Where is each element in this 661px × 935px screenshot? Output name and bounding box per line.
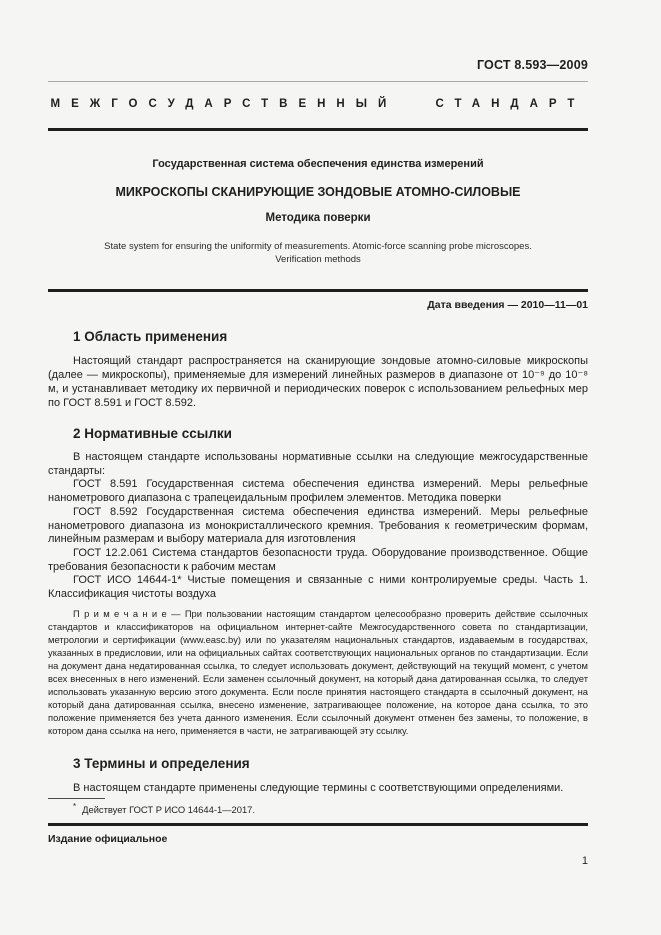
title-english-block: [48, 241, 588, 266]
footnote: [48, 801, 588, 816]
header-thick-rule: [48, 128, 588, 131]
page-number: 1: [581, 854, 588, 867]
section-3-heading: 3 Термины и определения: [73, 755, 250, 771]
title-system-line: Государственная система обеспечения единства измерений: [152, 158, 484, 170]
section-2-reference-1: ГОСТ 8.591 Государственная система обеспечения единства измерений. Меры рельефные нанометрового диапазона с трапецеидальным профилем элементов. Методика поверки: [48, 478, 588, 505]
standard-type-heading: МЕЖГОСУДАРСТВЕННЫЙ СТАНДАРТ: [50, 98, 586, 110]
footnote-separator-rule: [48, 798, 105, 799]
body-top-rule: [48, 289, 588, 292]
title-subtitle-line: Методика поверки: [265, 212, 371, 224]
section-2-reference-3: ГОСТ 12.2.061 Система стандартов безопасности труда. Оборудование производственное. Общие требования безопасности к рабочим местам: [48, 546, 588, 573]
section-1-paragraph: Настоящий стандарт распространяется на сканирующие зондовые атомно-силовые микроскопы (далее — микроскопы), применяемые для измерений линейных размеров в диапазоне от 10⁻⁹ до 10⁻⁸ м, и устанавливает методику их первичной и периодических поверок с использованием рельефных мер по ГОСТ 8.591 и ГОСТ 8.592.: [48, 355, 588, 409]
effective-date: Дата введения — 2010—11—01: [427, 299, 588, 311]
title-english-line-1: State system for ensuring the uniformity of measurements. Atomic-force scanning probe microscopes.: [104, 241, 532, 252]
edition-label: Издание официальное: [48, 832, 168, 845]
header-thin-rule: [48, 81, 588, 82]
section-2-intro: В настоящем стандарте использованы нормативные ссылки на следующие межгосударственные стандарты:: [48, 451, 588, 477]
section-1-heading: 1 Область применения: [73, 329, 228, 344]
doc-code: ГОСТ 8.593—2009: [476, 58, 588, 72]
footnote-text: Действует ГОСТ Р ИСО 14644-1—2017.: [82, 803, 255, 815]
footer-rule: [48, 823, 588, 826]
section-2-reference-2: ГОСТ 8.592 Государственная система обеспечения единства измерений. Меры рельефные нанометрового диапазона из монокристаллического кремния. Требования к геометрическим формам, линейным размерам и выбору материала для изготовления: [48, 505, 588, 546]
section-3-paragraph: В настоящем стандарте применены следующие термины с соответствующими определениями.: [73, 781, 564, 794]
section-2-reference-4: ГОСТ ИСО 14644-1* Чистые помещения и связанные с ними контролируемые среды. Часть 1. Классификация чистоты воздуха: [48, 574, 588, 601]
section-2-heading: 2 Нормативные ссылки: [73, 426, 232, 441]
footnote-marker: *: [73, 801, 77, 811]
title-english-line-2: Verification methods: [275, 253, 361, 265]
section-2-note: П р и м е ч а н и е — При пользовании настоящим стандартом целесообразно проверить действие ссылочных стандартов и классификаторов на официальном интернет-сайте Межгосударственного совета по стандартизации, метрологии и сертификации (www.easc.by) или по указателям национальных стандартов, издаваемым в государствах, указанных в предисловии, или на официальных сайтах соответствующих национальных органов по стандартизации. Если на документ дана недатированная ссылка, то следует использовать документ, действующий на текущий момент, с учетом всех внесенных в него изменений. Если заменен ссылочный документ, на который дана датированная ссылка, то следует использовать указанную версию этого документа. Если после принятия настоящего стандарта в ссылочный документ, на который дана датированная ссылка, внесено изменение, затрагивающее положение, на которое дана ссылка, то это положение применяется без учета данного изменения. Если ссылочный документ отменен без замены, то положение, в котором дана ссылка на него, применяется в части, не затрагивающей эту ссылку.: [48, 607, 588, 736]
title-main-line: МИКРОСКОПЫ СКАНИРУЮЩИЕ ЗОНДОВЫЕ АТОМНО-СИЛОВЫЕ: [115, 185, 521, 199]
